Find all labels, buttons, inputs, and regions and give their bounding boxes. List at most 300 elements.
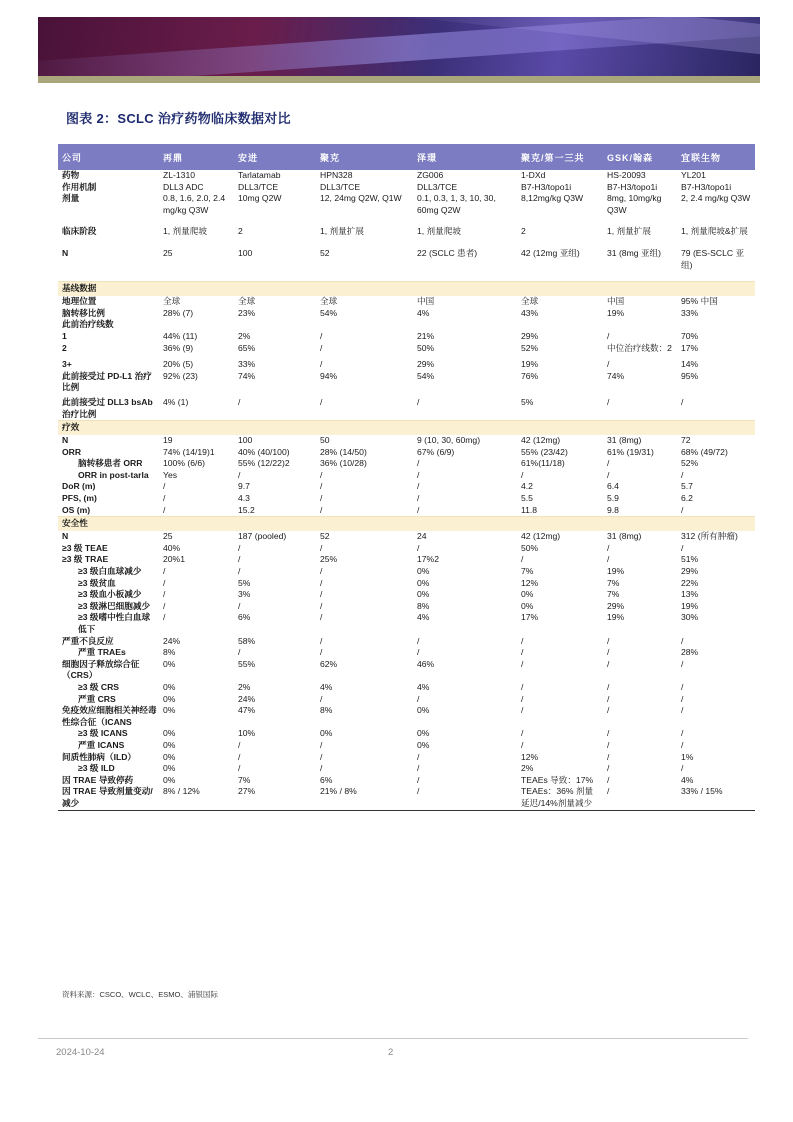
table-cell: 61%(11/18) (521, 458, 565, 469)
table-cell: 42 (12mg) (521, 435, 561, 446)
table-cell: 27% (238, 786, 256, 797)
table-cell: 12% (521, 577, 539, 588)
table-cell: 7% (607, 589, 620, 600)
row-label: ≥3 级 TRAE (62, 554, 109, 565)
table-cell: 19 (163, 435, 173, 446)
table-row (58, 182, 755, 194)
table-row (58, 226, 755, 248)
table-cell: 5.9 (607, 493, 619, 504)
table-cell: 13% (681, 589, 699, 600)
table-cell: / (320, 693, 323, 704)
table-cell: / (163, 493, 166, 504)
table-cell: 12% (521, 751, 539, 762)
table-cell: / (521, 647, 524, 658)
table-cell: / (521, 705, 524, 716)
table-cell: DLL3/TCE (320, 181, 361, 192)
table-cell: 4% (417, 681, 430, 692)
table-cell: 55% (12/22)2 (238, 458, 290, 469)
table-cell: / (320, 647, 323, 658)
row-label: ≥3 级 TEAE (62, 542, 108, 553)
table-row (58, 371, 755, 397)
table-cell: 4% (681, 774, 694, 785)
banner-stripe (38, 76, 760, 83)
table-cell: 中位治疗线数：2 (607, 342, 672, 353)
table-cell: 74% (607, 370, 625, 381)
row-label: ≥3 级 ICANS (78, 728, 128, 739)
table-cell: / (607, 469, 610, 480)
table-row (58, 296, 755, 308)
chart-title: 图表 2：SCLC 治疗药物临床数据对比 (66, 111, 291, 126)
table-cell: / (417, 647, 420, 658)
table-cell: 1, 剂量爬坡 (417, 226, 461, 237)
table-cell: 0% (417, 577, 430, 588)
table-row (58, 170, 755, 182)
table-row (58, 319, 755, 331)
table-row (58, 331, 755, 343)
table-row (58, 659, 755, 682)
table-cell: 31 (8mg 亚组) (607, 247, 661, 258)
table-cell: 52% (681, 458, 699, 469)
section-heading: 安全性 (58, 517, 755, 532)
table-cell: / (320, 612, 323, 623)
row-label: 剂量 (62, 193, 80, 204)
table-cell: 67% (6/9) (417, 446, 455, 457)
table-cell: / (521, 658, 524, 669)
row-label: 此前治疗线数 (62, 319, 114, 330)
table-cell: 40% (40/100) (238, 446, 290, 457)
table-cell: DLL3/TCE (417, 181, 458, 192)
table-row (58, 612, 755, 635)
table-row (58, 481, 755, 493)
table-cell: 72 (681, 435, 691, 446)
row-label: 严重不良反应 (62, 635, 114, 646)
table-cell: 0% (163, 751, 176, 762)
table-cell: / (238, 554, 241, 565)
table-cell: / (607, 647, 610, 658)
table-cell: 7% (521, 566, 534, 577)
table-cell: 1, 剂量扩展 (320, 226, 364, 237)
table-cell: 20%1 (163, 554, 185, 565)
table-cell: 7% (238, 774, 251, 785)
table-row (58, 694, 755, 706)
table-cell: / (320, 330, 323, 341)
table-cell: / (607, 728, 610, 739)
table-cell: 29% (607, 600, 625, 611)
table-cell: / (681, 658, 684, 669)
table-cell: 1, 剂量扩展 (607, 226, 651, 237)
table-cell: 36% (9) (163, 342, 194, 353)
table-cell: 54% (417, 370, 435, 381)
table-body (58, 170, 755, 810)
table-cell: 70% (681, 330, 699, 341)
table-cell: 0% (417, 589, 430, 600)
row-label: 地理位置 (62, 296, 97, 307)
table-cell: 0% (163, 774, 176, 785)
table-cell: 24% (163, 635, 181, 646)
table-row (58, 601, 755, 613)
table-row (58, 505, 755, 517)
row-label: ≥3 级贫血 (78, 577, 116, 588)
table-cell: 4.2 (521, 481, 533, 492)
row-label: ORR (62, 446, 82, 457)
table-cell: 6.2 (681, 493, 693, 504)
table-cell: 19% (607, 566, 625, 577)
table-cell: / (417, 469, 420, 480)
table-cell: / (681, 469, 684, 480)
table-cell: / (417, 693, 420, 704)
table-cell: / (320, 396, 323, 407)
table-cell: 19% (521, 359, 539, 370)
table-cell: 10mg Q2W (238, 193, 282, 204)
row-label: 此前接受过 DLL3 bsAb 治疗比例 (62, 396, 153, 419)
table-cell: 0% (521, 589, 534, 600)
table-cell: 19% (681, 600, 699, 611)
table-cell: 29% (417, 359, 435, 370)
table-cell: YL201 (681, 170, 706, 180)
row-label: ORR in post-tarla (78, 469, 149, 480)
table-cell: 0% (163, 693, 176, 704)
table-cell: / (417, 458, 420, 469)
table-cell: 6% (238, 612, 251, 623)
table-cell: 5.5 (521, 493, 533, 504)
column-header: GSK/翰森 (603, 144, 677, 170)
table-row (58, 397, 755, 421)
table-cell: 0% (163, 739, 176, 750)
table-cell: / (681, 681, 684, 692)
table-cell: / (163, 612, 166, 623)
table-cell: 8% (417, 600, 430, 611)
row-label: 脑转移患者 ORR (78, 458, 143, 469)
comparison-table (58, 144, 755, 811)
table-row (58, 647, 755, 659)
table-cell: 4% (1) (163, 396, 189, 407)
table-cell: / (681, 693, 684, 704)
table-cell: 33% (238, 359, 256, 370)
table-row (58, 589, 755, 601)
table-cell: / (320, 635, 323, 646)
table-cell: 14% (681, 359, 699, 370)
table-cell: 100% (6/6) (163, 458, 206, 469)
row-label: 严重 CRS (78, 693, 116, 704)
table-cell: / (320, 577, 323, 588)
table-row (58, 343, 755, 360)
table-cell: / (320, 739, 323, 750)
row-label: N (62, 247, 69, 258)
table-cell: / (238, 763, 241, 774)
table-cell: 4.3 (238, 493, 250, 504)
table-row (58, 578, 755, 590)
table-row (58, 752, 755, 764)
table-cell: 11.8 (521, 504, 538, 515)
table-row (58, 786, 755, 810)
table-cell: 5% (238, 577, 251, 588)
table-cell: 21% / 8% (320, 786, 357, 797)
column-header: 安进 (234, 144, 316, 170)
table-cell: 20% (5) (163, 359, 194, 370)
table-cell: 全球 (238, 296, 256, 307)
row-label: 免疫效应细胞相关神经毒性综合征（ICANS (62, 705, 157, 727)
table-cell: 17%2 (417, 554, 439, 565)
table-cell: 5.7 (681, 481, 693, 492)
table-cell: 43% (521, 307, 539, 318)
table-cell: 25 (163, 247, 173, 258)
table-cell: 55% (238, 658, 256, 669)
table-cell: 28% (14/50) (320, 446, 367, 457)
table-cell: / (417, 786, 420, 797)
table-cell: 0% (163, 658, 176, 669)
table-cell: / (163, 589, 166, 600)
table-cell: 4% (417, 307, 430, 318)
table-cell: 8% (163, 647, 176, 658)
table-row (58, 728, 755, 740)
table-cell: / (607, 693, 610, 704)
row-label: ≥3 级淋巴细胞减少 (78, 600, 151, 611)
row-label: ≥3 级 CRS (78, 681, 120, 692)
table-cell: 2% (238, 330, 251, 341)
row-label: 因 TRAE 导致停药 (62, 774, 134, 785)
table-cell: 62% (320, 658, 338, 669)
table-cell: / (417, 751, 420, 762)
table-cell: 52 (320, 247, 330, 258)
table-cell: / (320, 763, 323, 774)
table-cell: 94% (320, 370, 338, 381)
table-cell: 0% (521, 600, 534, 611)
table-cell: 50% (417, 342, 435, 353)
table-cell: / (417, 774, 420, 785)
table-cell: / (607, 681, 610, 692)
table-cell: 17% (521, 612, 539, 623)
section-heading: 疗效 (58, 421, 755, 436)
table-cell: 23% (238, 307, 256, 318)
table-cell: / (521, 469, 524, 480)
table-row (58, 775, 755, 787)
table-cell: / (681, 635, 684, 646)
table-cell: / (521, 681, 524, 692)
table-cell: 92% (23) (163, 370, 198, 381)
table-cell: / (320, 542, 323, 553)
table-cell: 1% (681, 751, 694, 762)
table-cell: 100 (238, 247, 253, 258)
table-cell: 25 (163, 531, 173, 542)
table-cell: 42 (12mg) (521, 531, 561, 542)
section-row (58, 282, 755, 297)
table-cell: / (607, 458, 610, 469)
table-cell: / (607, 705, 610, 716)
table-cell: 0% (417, 566, 430, 577)
table-cell: 25% (320, 554, 338, 565)
comparison-table-wrap (58, 144, 755, 811)
table-cell: 54% (320, 307, 338, 318)
table-cell: 0% (417, 739, 430, 750)
table-cell: / (417, 396, 420, 407)
table-cell: / (607, 739, 610, 750)
table-cell: / (417, 542, 420, 553)
table-cell: / (521, 693, 524, 704)
table-cell: ZL-1310 (163, 170, 196, 180)
table-cell: / (681, 728, 684, 739)
table-cell: / (681, 396, 684, 407)
table-cell: 0.8, 1.6, 2.0, 2.4 mg/kg Q3W (163, 193, 226, 215)
footer-date: 2024-10-24 (56, 1047, 105, 1058)
table-cell: 187 (pooled) (238, 531, 287, 542)
table-cell: B7-H3/topo1i (521, 181, 572, 192)
table-cell: / (417, 493, 420, 504)
table-cell: 68% (49/72) (681, 446, 728, 457)
table-cell: / (521, 739, 524, 750)
table-cell: 28% (681, 647, 699, 658)
table-cell: 9.8 (607, 504, 619, 515)
row-label: 因 TRAE 导致剂量变动/减少 (62, 786, 153, 808)
table-row (58, 543, 755, 555)
table-cell: 55% (23/42) (521, 446, 568, 457)
row-label: DoR (m) (62, 481, 96, 492)
row-label: PFS, (m) (62, 493, 97, 504)
table-cell: / (417, 635, 420, 646)
table-cell: 0% (163, 728, 176, 739)
row-label: 脑转移比例 (62, 307, 105, 318)
table-cell: 全球 (521, 296, 539, 307)
table-cell: 8% (320, 705, 333, 716)
table-cell: / (320, 751, 323, 762)
column-header: 聚克 (316, 144, 413, 170)
table-cell: / (320, 342, 323, 353)
table-cell: DLL3 ADC (163, 181, 204, 192)
table-cell: 0% (320, 728, 333, 739)
table-cell: 100 (238, 435, 253, 446)
table-cell (413, 319, 517, 331)
table-cell: 0% (163, 763, 176, 774)
table-cell: / (607, 396, 610, 407)
table-row (58, 740, 755, 752)
table-cell: 9.7 (238, 481, 250, 492)
table-cell: 中国 (417, 296, 435, 307)
column-header: 泽璟 (413, 144, 517, 170)
table-cell: 2 (521, 226, 526, 237)
table-cell: B7-H3/topo1i (607, 181, 658, 192)
table-cell: / (607, 554, 610, 565)
table-cell: / (320, 589, 323, 600)
table-cell (677, 319, 755, 331)
table-cell: / (238, 396, 241, 407)
table-cell: 52% (521, 342, 539, 353)
column-header: 聚克/第一三共 (517, 144, 603, 170)
table-cell: 6.4 (607, 481, 619, 492)
table-cell: 79 (ES-SCLC 亚组) (681, 247, 745, 270)
table-cell: 7% (607, 577, 620, 588)
page-number: 2 (388, 1047, 394, 1058)
table-cell: 52 (320, 531, 330, 542)
table-cell: 24 (417, 531, 427, 542)
table-cell: 312 (所有肿瘤) (681, 531, 738, 542)
table-cell: 0% (417, 728, 430, 739)
table-cell: / (163, 566, 166, 577)
table-row (58, 193, 755, 226)
table-cell: 2% (238, 681, 251, 692)
row-label: 药物 (62, 170, 80, 180)
section-row (58, 421, 755, 436)
table-cell: 9 (10, 30, 60mg) (417, 435, 481, 446)
table-cell: / (607, 774, 610, 785)
table-cell: / (417, 504, 420, 515)
table-cell: HPN328 (320, 170, 353, 180)
table-cell: ZG006 (417, 170, 444, 180)
column-header: 公司 (58, 144, 159, 170)
table-cell: / (607, 635, 610, 646)
column-header: 宜联生物 (677, 144, 755, 170)
table-cell: 17% (681, 342, 699, 353)
table-cell: 0.1, 0.3, 1, 3, 10, 30, 60mg Q2W (417, 193, 496, 215)
table-row (58, 763, 755, 775)
table-row (58, 705, 755, 728)
table-row (58, 493, 755, 505)
table-cell: 15.2 (238, 504, 255, 515)
table-row (58, 531, 755, 543)
table-cell (316, 319, 413, 331)
table-cell: / (607, 751, 610, 762)
table-row (58, 636, 755, 648)
table-cell: 2, 2.4 mg/kg Q3W (681, 193, 751, 204)
table-cell: / (320, 469, 323, 480)
row-label: N (62, 531, 69, 542)
table-cell: 1, 剂量爬坡&扩展 (681, 226, 748, 237)
table-cell: / (681, 504, 684, 515)
table-cell: / (320, 493, 323, 504)
table-cell: 10% (238, 728, 256, 739)
table-row (58, 458, 755, 470)
table-cell: / (238, 469, 241, 480)
table-cell: 8,12mg/kg Q3W (521, 193, 584, 204)
table-cell: / (320, 566, 323, 577)
table-cell: 全球 (163, 296, 181, 307)
row-label: 间质性肺病（ILD） (62, 751, 136, 762)
table-cell: 8% / 12% (163, 786, 200, 797)
row-label: 此前接受过 PD-L1 治疗比例 (62, 370, 152, 393)
table-cell: 29% (521, 330, 539, 341)
table-cell: 31 (8mg) (607, 531, 642, 542)
table-cell: / (163, 504, 166, 515)
table-cell: / (607, 330, 610, 341)
table-row (58, 470, 755, 482)
table-cell: 1-DXd (521, 170, 546, 180)
table-cell: 12, 24mg Q2W, Q1W (320, 193, 402, 204)
table-cell: 5% (521, 396, 534, 407)
row-label: N (62, 435, 69, 446)
table-cell: 19% (607, 612, 625, 623)
table-cell: 28% (7) (163, 307, 194, 318)
footer-divider (38, 1038, 748, 1039)
table-cell: / (163, 600, 166, 611)
row-label: 2 (62, 342, 67, 353)
table-cell: 33% / 15% (681, 786, 723, 797)
table-cell: 47% (238, 705, 256, 716)
source-note: 资料来源：CSCO、WCLC、ESMO、浦银国际 (62, 990, 218, 999)
row-label: 3+ (62, 359, 72, 370)
table-cell: / (681, 542, 684, 553)
table-cell: Yes (163, 469, 178, 480)
table-cell: 0% (163, 705, 176, 716)
table-cell: 全球 (320, 296, 338, 307)
column-header: 再鼎 (159, 144, 234, 170)
table-cell (517, 319, 603, 331)
row-label: 作用机制 (62, 181, 97, 192)
table-cell: 22 (SCLC 患者) (417, 247, 478, 258)
table-cell: 46% (417, 658, 435, 669)
table-cell: 30% (681, 612, 699, 623)
table-cell: DLL3/TCE (238, 181, 279, 192)
table-cell: 76% (521, 370, 539, 381)
table-cell: / (163, 481, 166, 492)
section-row (58, 517, 755, 532)
